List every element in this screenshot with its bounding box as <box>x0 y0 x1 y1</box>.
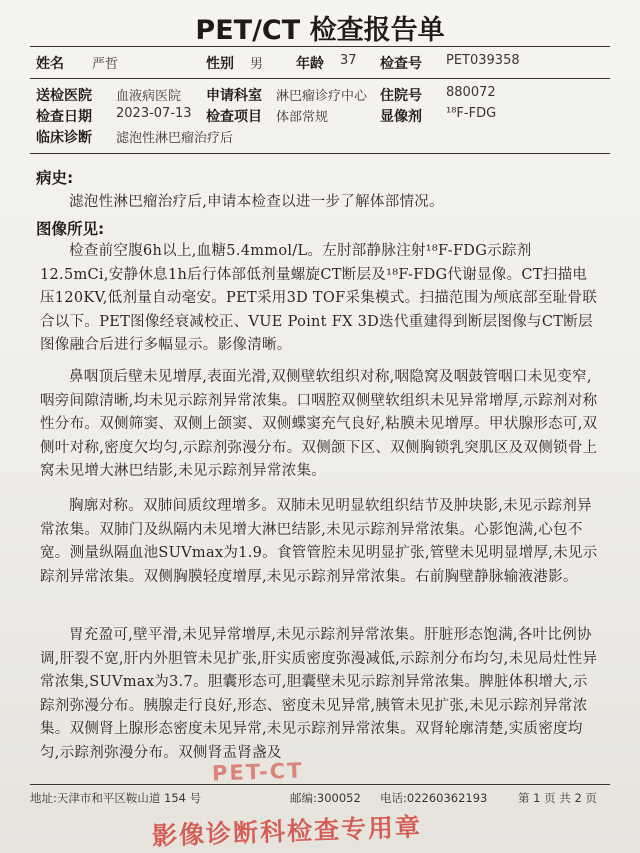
diagnosis-label: 临床诊断 <box>36 130 92 146</box>
footer-page-number: 第 1 页 共 2 页 <box>518 791 597 805</box>
stamp-pet-ct: PET-CT <box>211 758 304 786</box>
header-row-diagnosis <box>36 127 606 149</box>
gender-label: 性别 <box>206 56 234 72</box>
name-value: 严哲 <box>92 57 119 72</box>
header-divider-middle <box>30 78 610 79</box>
diagnosis-value: 滤泡性淋巴瘤治疗后 <box>116 131 234 146</box>
hospital-label: 送检医院 <box>36 88 92 104</box>
findings-paragraph: 鼻咽顶后壁未见增厚,表面光滑,双侧壁软组织对称,咽隐窝及咽鼓管咽口未见变窄,咽旁间隙清晰,均未见示踪剂异常浓集。口咽腔双侧壁软组织未见异常增厚,示踪剂对称性分布。双侧筛窦、双侧上颌窦、双侧蝶窦充气良好,粘膜未见增厚。甲状腺形态可,双侧叶对称,密度欠均匀,示踪剂弥漫分布。双侧颌下区、双侧胸锁乳突肌区及双侧锁骨上窝未见增大淋巴结影,未见示踪剂异常浓集。 <box>40 369 598 479</box>
inpatient-number-value: 880072 <box>446 85 496 100</box>
history-text: 滤泡性淋巴瘤治疗后,申请本检查以进一步了解体部情况。 <box>69 194 444 210</box>
exam-item-value: 体部常规 <box>276 110 329 125</box>
tracer-label: 显像剂 <box>380 109 422 125</box>
footer-phone: 电话:02260362193 <box>380 791 488 805</box>
header-row-hospital <box>36 85 606 107</box>
exam-date-label: 检查日期 <box>36 109 92 125</box>
header-row-exam <box>36 106 606 128</box>
age-label: 年龄 <box>296 56 324 72</box>
exam-number-value: PET039358 <box>446 53 520 68</box>
footer-divider <box>30 784 610 785</box>
gender-value: 男 <box>250 57 264 72</box>
footer-postcode: 邮编:300052 <box>290 791 361 805</box>
department-label: 申请科室 <box>206 88 262 104</box>
header-divider-bottom <box>30 153 610 154</box>
tracer-value: ¹⁸F-FDG <box>446 106 497 121</box>
stamp-department: 影像诊断科检查专用章 <box>151 812 423 851</box>
department-value: 淋巴瘤诊疗中心 <box>276 89 368 104</box>
history-label: 病史: <box>36 169 74 187</box>
exam-number-label: 检查号 <box>380 56 422 72</box>
hospital-value: 血液病医院 <box>116 89 182 104</box>
name-label: 姓名 <box>36 56 64 72</box>
header-divider-top <box>30 46 610 47</box>
exam-item-label: 检查项目 <box>206 109 262 125</box>
findings-paragraph: 胸廓对称。双肺间质纹理增多。双肺未见明显软组织结节及肿块影,未见示踪剂异常浓集。双肺门及纵隔内未见增大淋巴结影,未见示踪剂异常浓集。心影饱满,心包不宽。测量纵隔血池SUVmax为1.9。食管管腔未见明显扩张,管壁未见明显增厚,未见示踪剂异常浓集。双侧胸膜轻度增厚,未见示踪剂异常浓集。右前胸壁静脉输液港影。 <box>40 498 598 585</box>
findings-paragraph: 检查前空腹6h以上,血糖5.4mmol/L。左肘部静脉注射¹⁸F-FDG示踪剂12.5mCi,安静休息1h后行体部低剂量螺旋CT断层及¹⁸F-FDG代谢显像。CT扫描电压120KV,低剂量自动毫安。PET采用3D TOF采集模式。扫描范围为颅底部至耻骨联合以下。PET图像经衰减校正、VUE Point FX 3D迭代重建得到断层图像与CT断层图像融合后进行多幅显示。影像清晰。 <box>40 243 598 353</box>
findings-label: 图像所见: <box>36 220 105 238</box>
exam-date-value: 2023-07-13 <box>116 106 192 121</box>
inpatient-number-label: 住院号 <box>380 88 422 104</box>
findings-paragraph: 胃充盈可,壁平滑,未见异常增厚,未见示踪剂异常浓集。肝脏形态饱满,各叶比例协调,肝裂不宽,肝内外胆管未见扩张,肝实质密度弥漫减低,示踪剂分布均匀,未见局灶性异常浓集,SUVmax为3.7。胆囊形态可,胆囊壁未见示踪剂异常浓集。脾脏体积增大,示踪剂弥漫分布。胰腺走行良好,形态、密度未见异常,胰管未见扩张,未见示踪剂异常浓集。双侧肾上腺形态密度未见异常,未见示踪剂异常浓集。双肾轮廓清楚,实质密度均匀,示踪剂弥漫分布。双侧肾盂肾盏及 <box>40 627 598 761</box>
footer-address: 地址:天津市和平区鞍山道 154 号 <box>30 791 202 805</box>
report-title: PET/CT 检查报告单 <box>195 15 445 46</box>
age-value: 37 <box>340 53 357 68</box>
header-row-patient <box>36 53 606 75</box>
